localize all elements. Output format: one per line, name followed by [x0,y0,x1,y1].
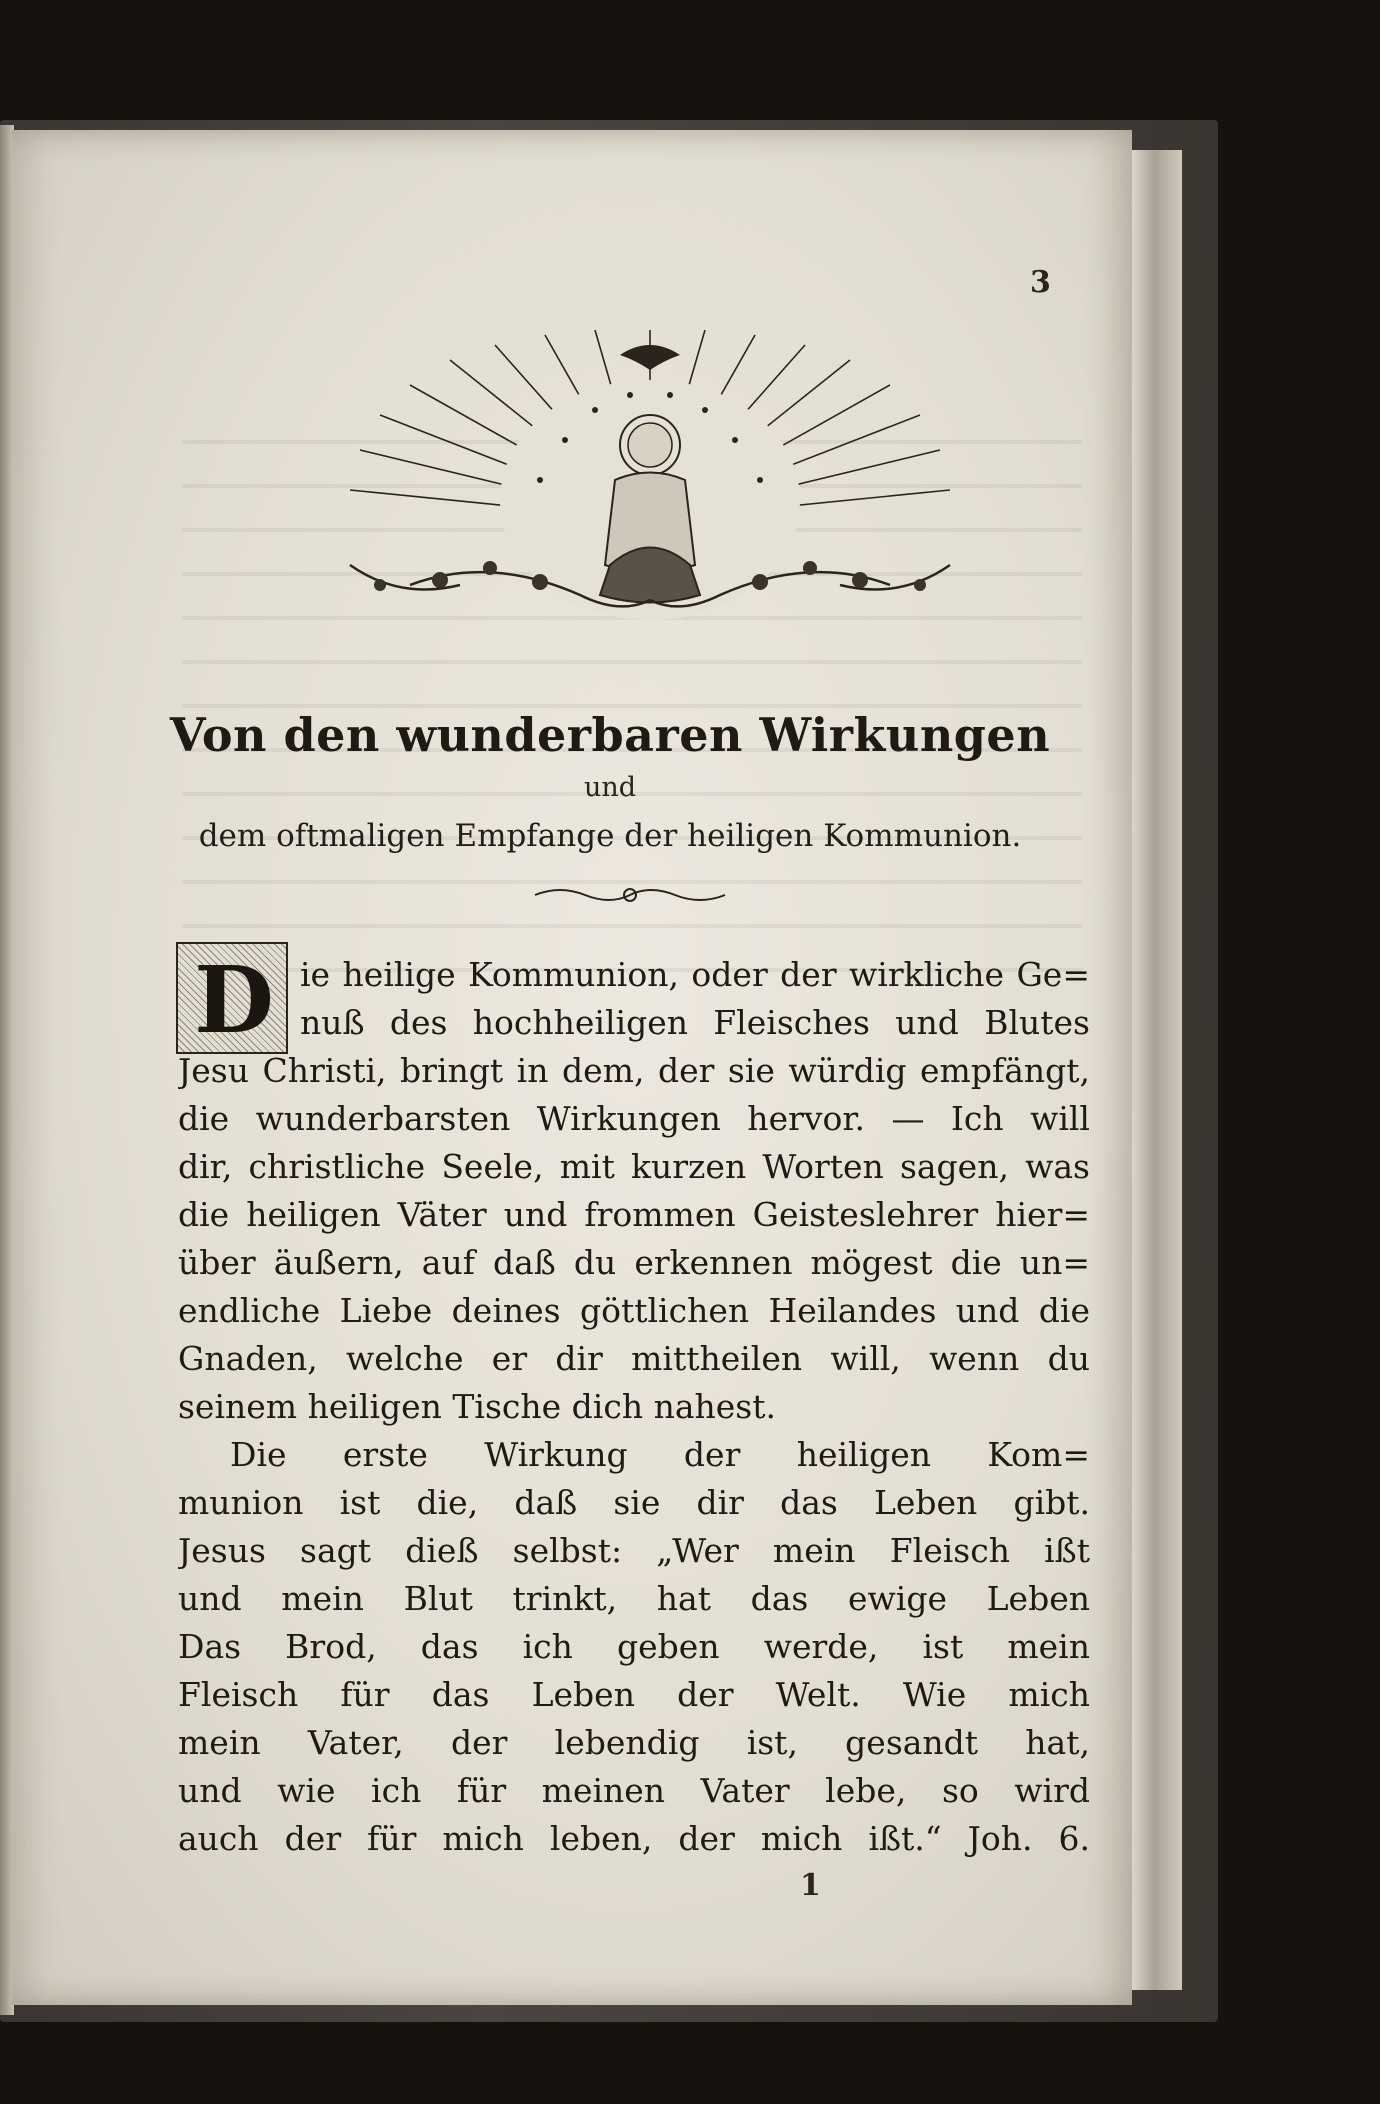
text-line: nuß des hochheiligen Fleisches und Blutes [300,1003,1090,1042]
chapter-title: Von den wunderbaren Wirkungen [169,708,1051,762]
text-line: munion ist die, daß sie dir das Leben gibt. [178,1483,1090,1522]
text-line: Fleisch für das Leben der Welt. Wie mich [178,1675,1090,1714]
subtitle-conjunction: und [583,772,637,803]
text-line: dir, christliche Seele, mit kurzen Worten sagen, was [178,1147,1090,1186]
christ-child-vignette-illustration [290,330,1010,670]
text-line: seinem heiligen Tische dich nahest. [178,1387,776,1426]
text-line: über äußern, auf daß du erkennen mögest die un= [178,1243,1090,1282]
initial-letter: D [194,946,274,1054]
signature-mark: 1 [800,1868,821,1903]
text-line: und wie ich für meinen Vater lebe, so wird [178,1771,1090,1810]
text-line: auch der für mich leben, der mich ißt.“ Joh. 6. [178,1819,1090,1858]
ornament-divider [530,880,730,910]
text-line: endliche Liebe deines göttlichen Heilandes und die [178,1291,1090,1330]
text-line: mein Vater, der lebendig ist, gesandt hat, [178,1723,1090,1762]
text-line: die heiligen Väter und frommen Geisteslehrer hier= [178,1195,1090,1234]
text-line: Jesus sagt dieß selbst: „Wer mein Fleisch ißt [178,1531,1090,1570]
text-line: Jesu Christi, bringt in dem, der sie würdig empfängt, [178,1051,1090,1090]
text-line: Das Brod, das ich geben werde, ist mein [178,1627,1090,1666]
text-line: Die erste Wirkung der heiligen Kom= [230,1435,1090,1474]
text-line: die wunderbarsten Wirkungen hervor. — Ich will [178,1099,1090,1138]
chapter-subtitle: dem oftmaligen Empfange der heiligen Kommunion. [198,818,1022,854]
text-line: ie heilige Kommunion, oder der wirkliche Ge= [300,955,1090,994]
decorated-initial [176,942,288,1054]
text-line: und mein Blut trinkt, hat das ewige Leben [178,1579,1090,1618]
text-line: Gnaden, welche er dir mittheilen will, wenn du [178,1339,1090,1378]
page-number: 3 [1030,265,1051,300]
